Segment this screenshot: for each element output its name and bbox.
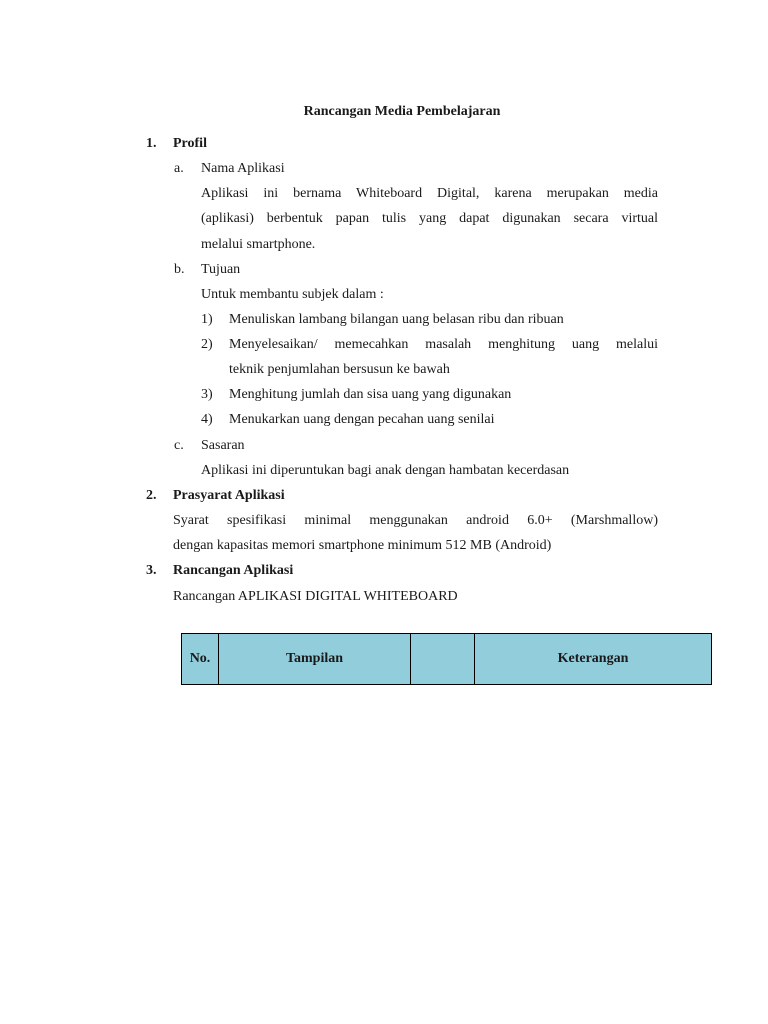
subsection-b-intro: Untuk membantu subjek dalam : [201,287,384,302]
table-header-row [182,634,712,685]
goal-item-text: Menukarkan uang dengan pecahan uang senilai [229,412,495,427]
section-3-number: 3. [146,563,157,578]
goal-item-text: Menyelesaikan/ memecahkan masalah menghitung uang melalui [229,337,658,352]
header-tampilan: Tampilan [219,634,411,685]
section-2-body-line: Syarat spesifikasi minimal menggunakan android 6.0+ (Marshmallow) [173,513,658,528]
design-table [181,633,712,685]
header-keterangan: Keterangan [475,634,712,685]
subsection-a-heading: Nama Aplikasi [201,161,285,176]
goal-item-text: teknik penjumlahan bersusun ke bawah [229,362,450,377]
section-3-heading: Rancangan Aplikasi [173,563,294,578]
section-3-body-line: Rancangan APLIKASI DIGITAL WHITEBOARD [173,589,458,604]
subsection-a-body-line: (aplikasi) berbentuk papan tulis yang dapat digunakan secara virtual [201,211,658,226]
header-no: No. [182,634,219,685]
subsection-a-body-line: Aplikasi ini bernama Whiteboard Digital, karena merupakan media [201,186,658,201]
header-blank [411,634,475,685]
subsection-b-letter: b. [174,262,185,277]
section-2-heading: Prasyarat Aplikasi [173,488,285,503]
subsection-c-body-line: Aplikasi ini diperuntukan bagi anak dengan hambatan kecerdasan [201,463,570,478]
goal-item-text: Menghitung jumlah dan sisa uang yang digunakan [229,387,512,402]
subsection-c-letter: c. [174,438,184,453]
subsection-b-heading: Tujuan [201,262,241,277]
goal-item-text: Menuliskan lambang bilangan uang belasan ribu dan ribuan [229,312,564,327]
section-2-body-line: dengan kapasitas memori smartphone minimum 512 MB (Android) [173,538,552,553]
subsection-a-body-line: melalui smartphone. [201,237,316,252]
subsection-a-letter: a. [174,161,184,176]
goal-item-number: 1) [201,312,213,327]
goal-item-number: 2) [201,337,213,352]
document-title: Rancangan Media Pembelajaran [303,104,501,119]
section-1-heading: Profil [173,136,207,151]
goal-item-number: 4) [201,412,213,427]
section-1-number: 1. [146,136,157,151]
section-2-number: 2. [146,488,157,503]
goal-item-number: 3) [201,387,213,402]
subsection-c-heading: Sasaran [201,438,245,453]
